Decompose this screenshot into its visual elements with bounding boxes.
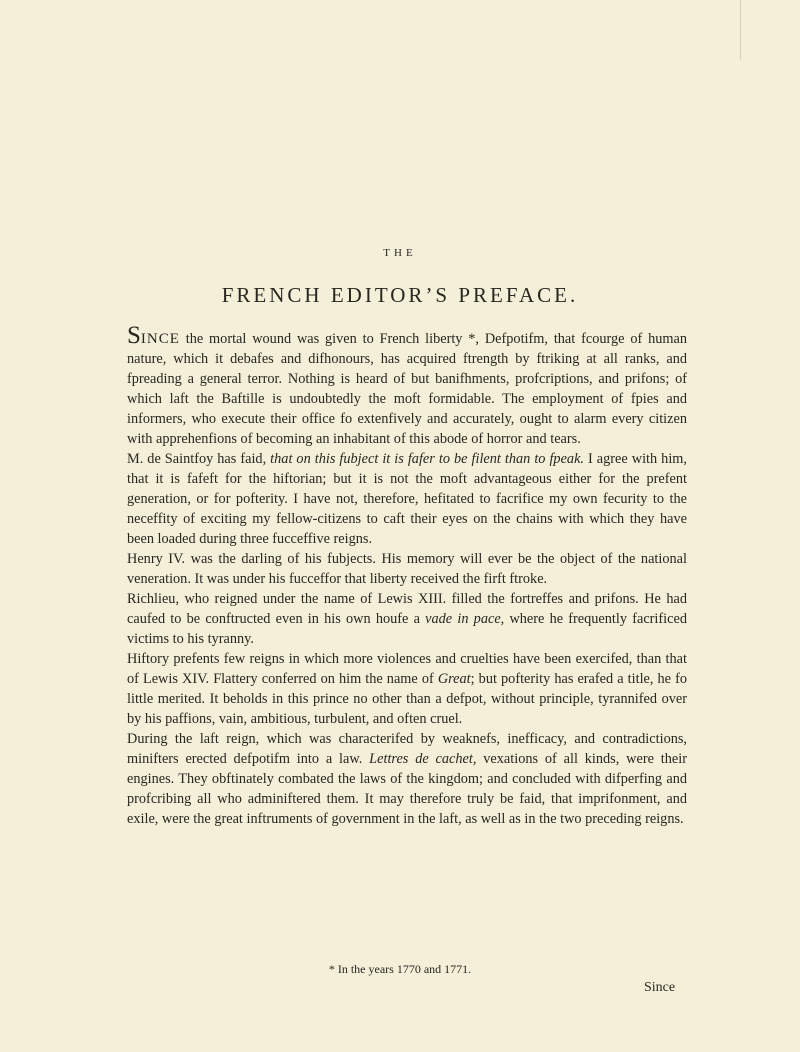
- paragraph-4: [127, 589, 687, 649]
- paragraph-text: M. de Saintfoy has faid,: [127, 451, 271, 467]
- paragraph-text: Henry IV. was the darling of his fubjects. His memory will ever be the object of the national veneration. It was under his fucceffor that liberty received the firft ftroke.: [127, 551, 687, 587]
- opening-smallcaps: INCE: [140, 331, 180, 347]
- catchword: Since: [644, 980, 676, 995]
- paragraph-5: [127, 649, 687, 729]
- paragraph-3: [127, 549, 687, 589]
- italic-phrase: vade in pace,: [425, 611, 505, 627]
- title-overline: THE: [383, 247, 417, 259]
- footnote: * In the years 1770 and 1771.: [328, 962, 472, 976]
- paragraph-2: [127, 449, 687, 549]
- paragraph-text: the mortal wound was given to French liberty *, Defpotifm, that fcourge of human nature, which it debafes and difhonours, has acquired ftrength by ftriking at all ranks, and fpreading a general terror. Nothing is heard of but banifhments, profcriptions, and prifons; of which laft the Baftille is undoubtedly the moft formidable. The employment of fpies and informers, who execute their office fo extenfively and accurately, ought to alarm every citizen with apprehenfions of becoming an inhabitant of this abode of horror and tears.: [127, 331, 687, 447]
- preface-body: [127, 322, 687, 829]
- paragraph-text: ; but pofterity has erafed a title, he fo little merited. It beholds in this prince no other than a defpot, without principle, tyrannifed over by his paffions, vain, ambitious, turbulent, and often cruel.: [127, 671, 687, 727]
- page-title: FRENCH EDITOR’S PREFACE.: [221, 283, 579, 307]
- italic-quote: that on this fubject it is fafer to be filent than to fpeak.: [270, 451, 584, 467]
- paragraph-text: Richlieu, who reigned under the name of Lewis XIII. filled the fortreffes and prifons. He had caufed to be conftructed even in his own houfe a: [127, 591, 687, 627]
- paragraph-text: vexations of all kinds, were their engines. They obftinately combated the laws of the kingdom; and concluded with difperfing and profcribing all who adminiftered them. It may therefore truly be faid, that imprifonment, and exile, were the great inftruments of government in the laft, as well as in the two preceding reigns.: [127, 751, 687, 827]
- italic-phrase: Great: [437, 671, 471, 687]
- page-edge-mark: [740, 0, 741, 60]
- paragraph-text: I agree with him, that it is fafeft for the hiftorian; but it is not the moft advantageous either for the prefent generation, or for pofterity. I have not, therefore, hefitated to facrifice my own fecurity to the neceffity of exciting my fellow-citizens to caft their eyes on the chains with which they have been loaded during three fucceffive reigns.: [127, 451, 687, 547]
- paragraph-text: Hiftory prefents few reigns in which more violences and cruelties have been exercifed, than that of Lewis XIV. Flattery conferred on him the name of: [127, 651, 687, 687]
- paragraph-text: where he frequently facrificed victims to his tyranny.: [127, 611, 687, 647]
- italic-phrase: Lettres de cachet,: [369, 751, 477, 767]
- paragraph-6: [127, 729, 687, 829]
- paragraph-text: During the laft reign, which was characterifed by weaknefs, inefficacy, and contradictions, minifters erected defpotifm into a law.: [127, 731, 687, 767]
- drop-cap: S: [127, 322, 141, 349]
- paragraph-1: [127, 322, 687, 449]
